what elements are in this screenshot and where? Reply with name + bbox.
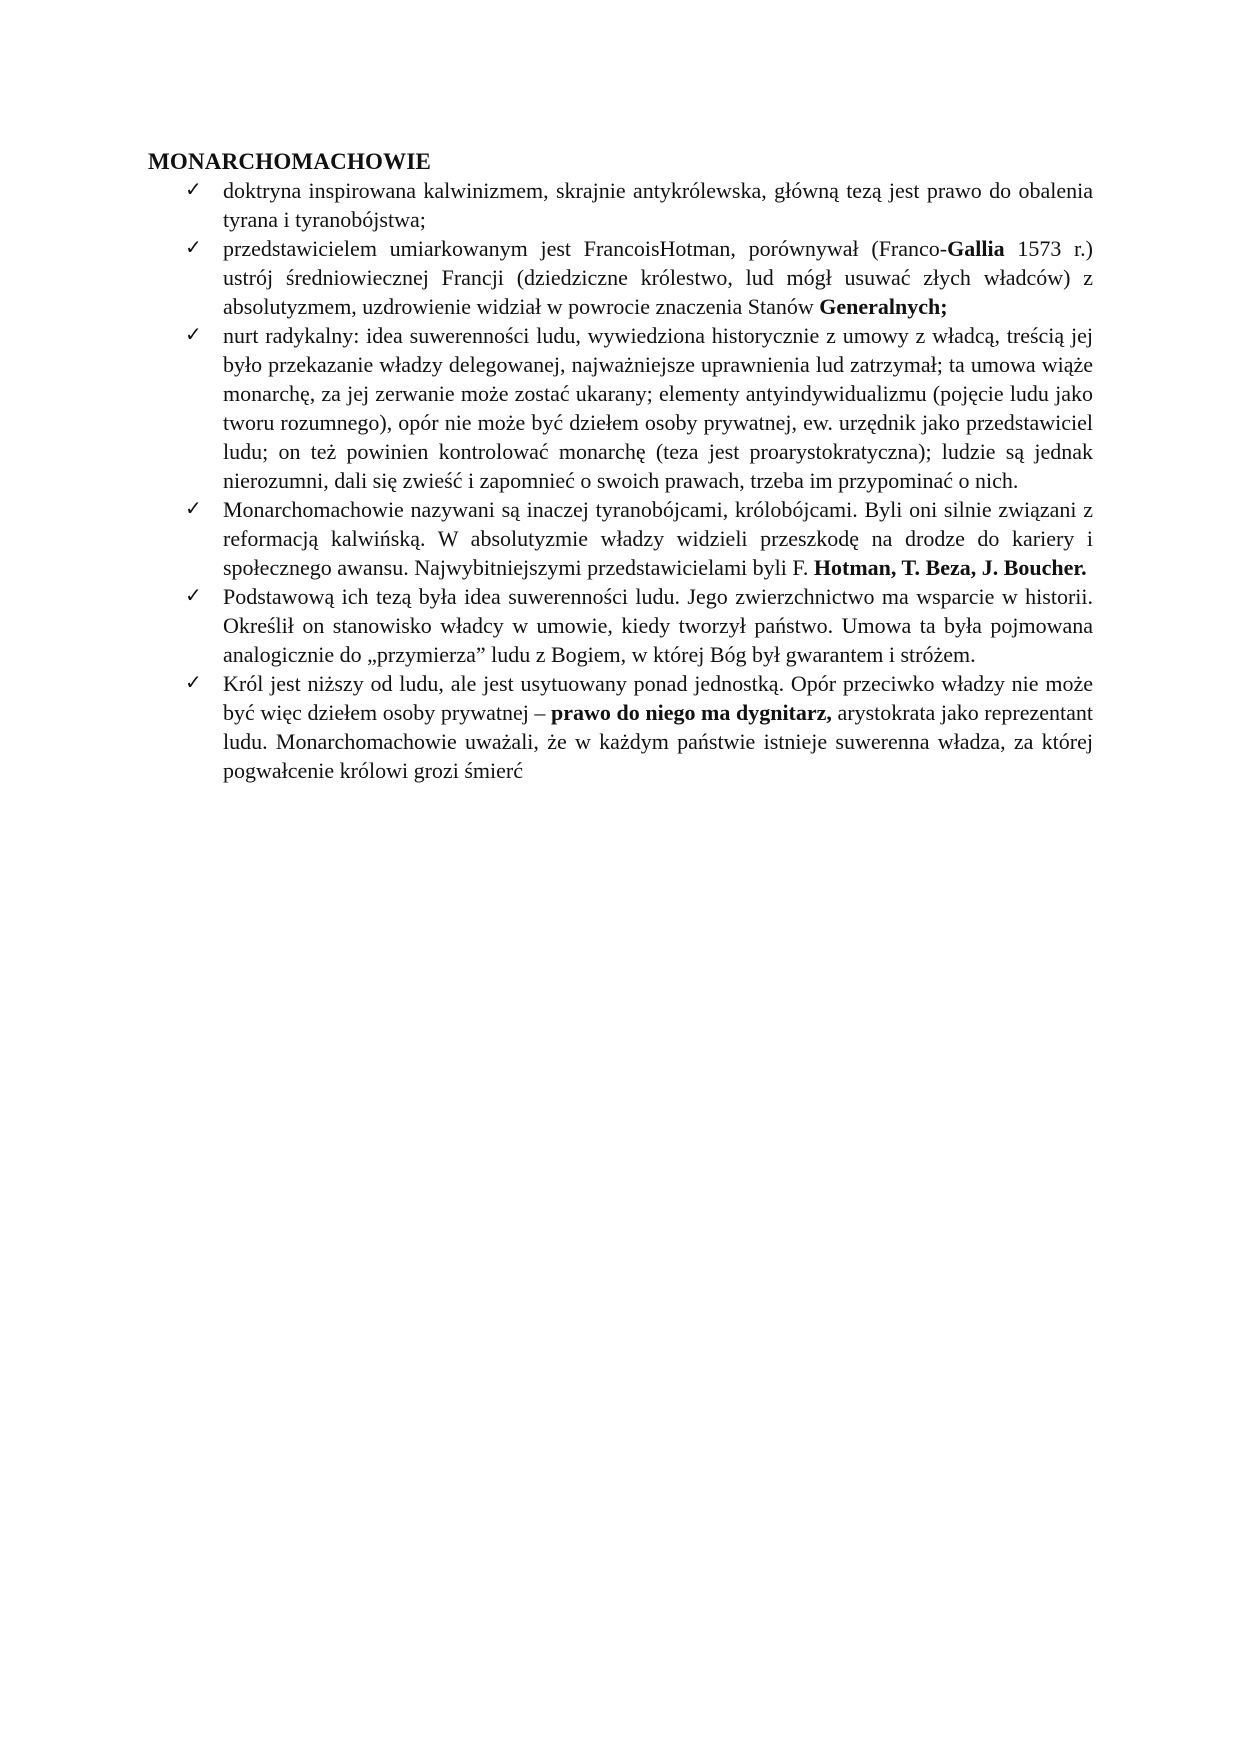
item-text: doktryna inspirowana kalwinizmem, skrajnie antykrólewska, główną tezą jest prawo do obalenia tyrana i tyranobójstwa; [223,178,1093,232]
list-item [148,582,1093,669]
list-item [148,495,1093,582]
item-text: przedstawicielem umiarkowanym jest FrancoisHotman, porównywał (Franco- [223,236,948,261]
item-text-bold: prawo do niego ma dygnitarz, [551,700,832,725]
check-mark-icon: ✓ [185,235,202,259]
item-text-bold: Hotman, T. Beza, J. Boucher. [813,555,1087,580]
document-content [148,148,1093,785]
item-text: Podstawową ich tezą była idea suwerenności ludu. Jego zwierzchnictwo ma wsparcie w historii. Określił on stanowisko władcy w umowie, kiedy tworzył państwo. Umowa ta była pojmowana analogicznie do „przymierza” ludu z Bogiem, w której Bóg był gwarantem i stróżem. [223,584,1093,667]
item-text: Monarchomachowie nazywani są inaczej tyranobójcami, królobójcami. Byli oni silnie związani z reformacją kalwińską. W absolutyzmie władzy widzieli przeszkodę na drodze do kariery i społecznego awansu. Najwybitniejszymi przedstawicielami byli F. [223,497,1093,580]
list-item [148,234,1093,321]
checklist [148,176,1093,785]
list-item [148,321,1093,495]
check-mark-icon: ✓ [185,670,202,694]
list-item [148,669,1093,785]
check-mark-icon: ✓ [185,177,202,201]
document-title: MONARCHOMACHOWIE [148,149,432,174]
list-item [148,176,1093,234]
check-mark-icon: ✓ [185,496,202,520]
item-text-bold: Gallia [947,236,1005,261]
item-text: arystokrata jako reprezentant ludu. Monarchomachowie uważali, że w każdym państwie istnieje suwerenna władza, za której pogwałcenie królowi grozi śmierć [223,700,1093,783]
item-text-bold: Generalnych; [819,294,948,319]
item-text: Król jest niższy od ludu, ale jest usytuowany ponad jednostką. Opór przeciwko władzy nie może być więc dziełem osoby prywatnej – [223,671,1093,725]
item-text: 1573 r.) ustrój średniowiecznej Francji (dziedziczne królestwo, lud mógł usuwać złych władców) z absolutyzmem, uzdrowienie widział w powrocie znaczenia Stanów [223,236,1093,319]
item-text: nurt radykalny: idea suwerenności ludu, wywiedziona historycznie z umowy z władcą, treścią jej było przekazanie władzy delegowanej, najważniejsze uprawnienia lud zatrzymał; ta umowa wiąże monarchę, za jej zerwanie może zostać ukarany; elementy antyindywidualizmu (pojęcie ludu jako tworu rozumnego), opór nie może być dziełem osoby prywatnej, ew. urzędnik jako przedstawiciel ludu; on też powinien kontrolować monarchę (teza jest proarystokratyczna); ludzie są jednak nierozumni, dali się zwieść i zapomnieć o swoich prawach, trzeba im przypominać o nich. [223,323,1093,493]
check-mark-icon: ✓ [185,322,202,346]
check-mark-icon: ✓ [185,583,202,607]
